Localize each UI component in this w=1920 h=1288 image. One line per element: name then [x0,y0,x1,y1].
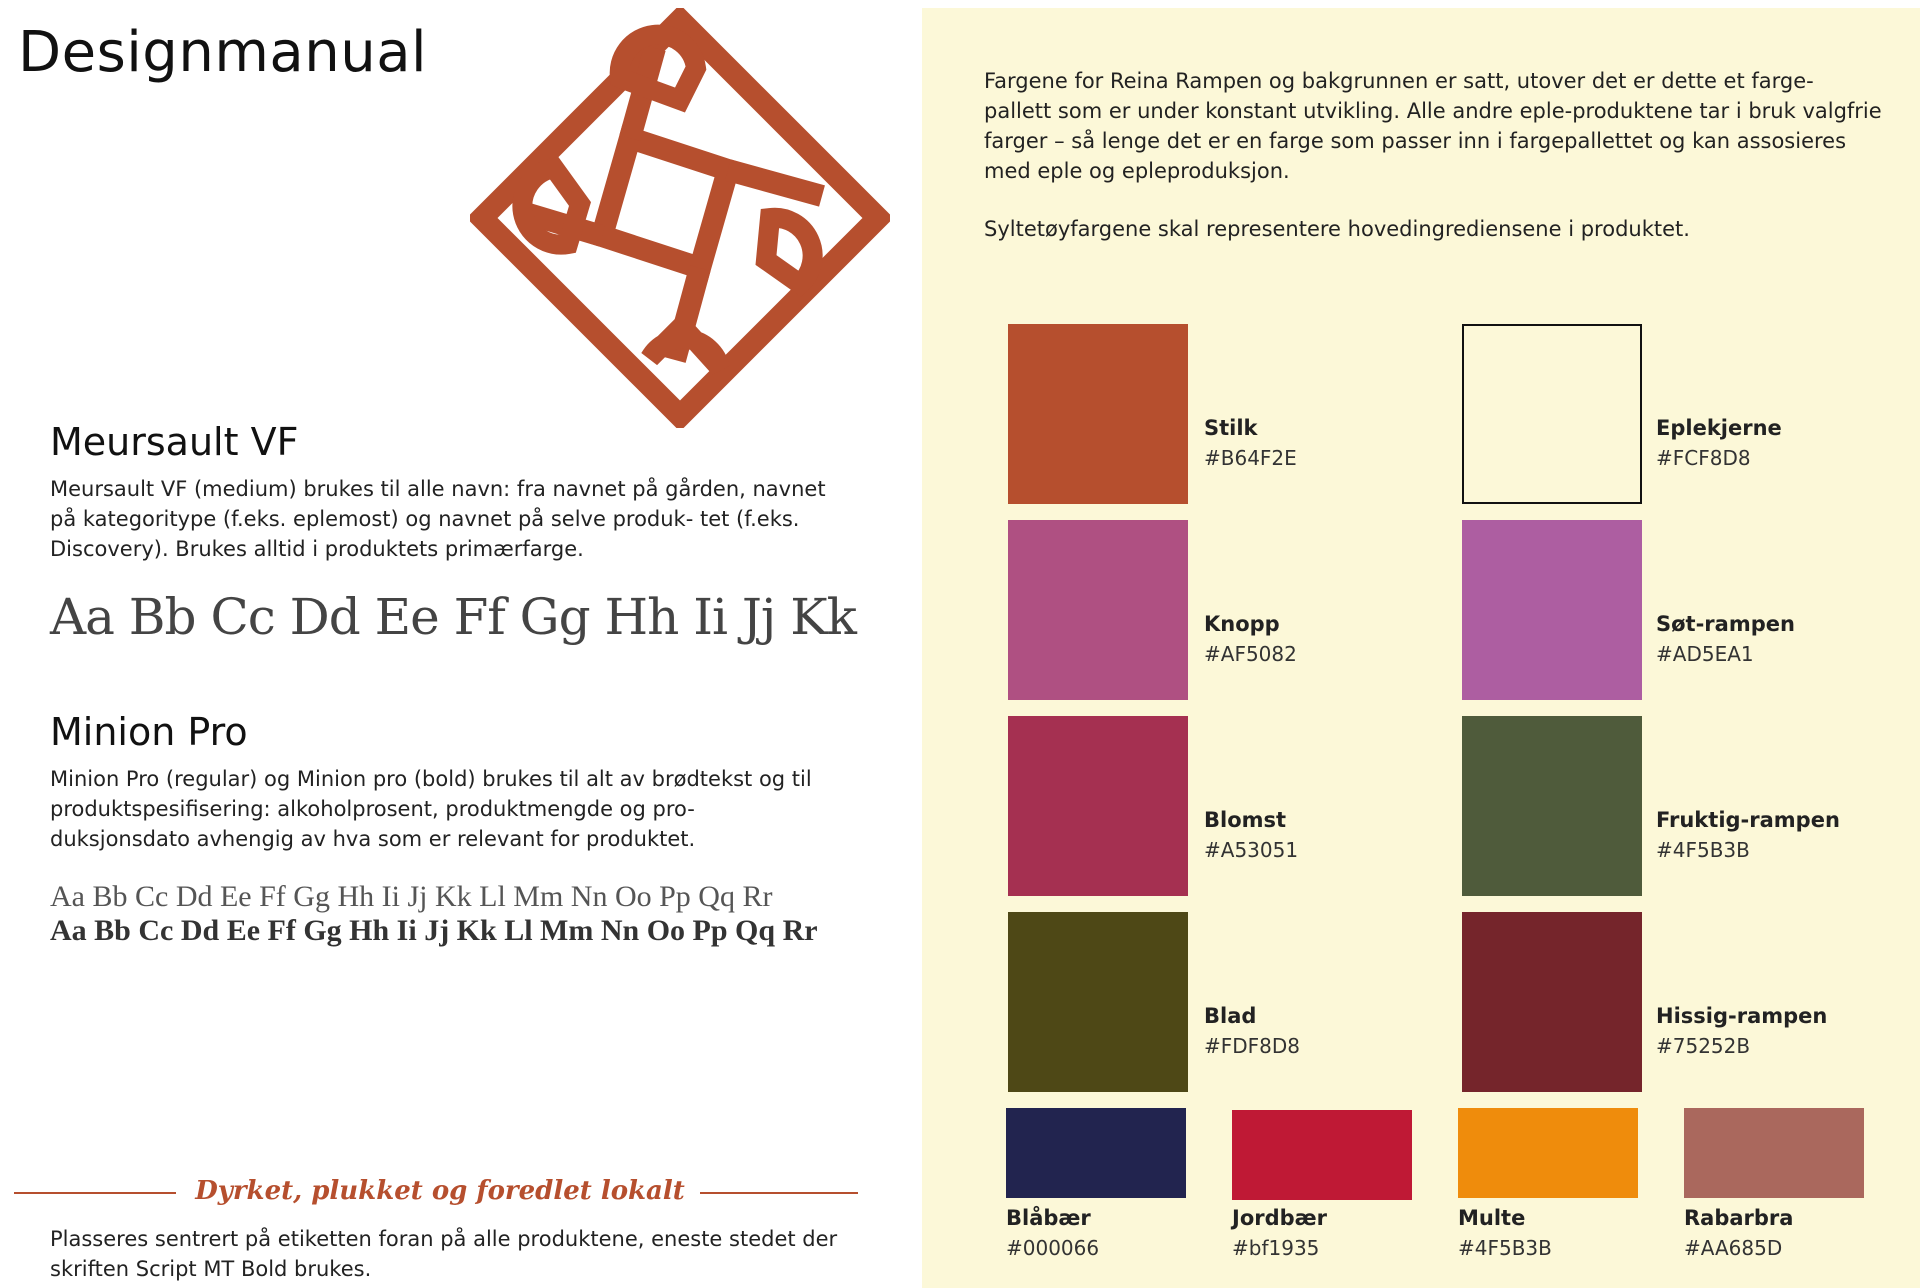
tagline-script: Dyrket, plukket og foredlet lokalt [195,1176,685,1206]
swatch-rabarbra [1684,1108,1864,1198]
color-name-blabaer: Blåbær [1006,1206,1091,1230]
tagline-description: Plasseres sentrert på etiketten foran på alle produktene, eneste stedet der skriften Script MT Bold brukes. [50,1227,838,1281]
color-hex-eplekjerne: #FCF8D8 [1656,446,1751,470]
color-name-knopp: Knopp [1204,612,1280,636]
color-name-blomst: Blomst [1204,808,1287,832]
color-name-multe: Multe [1458,1206,1526,1230]
font-description-meursault: Meursault VF (medium) brukes til alle navn: fra navnet på gården, navnet på kategoritype (f.eks. eplemost) og navnet på selve produk- tet (f.eks. Discovery). Brukes alltid i produktets primærfarge. [50,477,826,561]
swatch-blabaer [1006,1108,1186,1198]
color-hex-stilk: #B64F2E [1204,446,1297,470]
color-hex-sot-rampen: #AD5EA1 [1656,642,1754,666]
color-name-hissig-rampen: Hissig-rampen [1656,1004,1828,1028]
divider-left [14,1192,176,1194]
color-name-jordbaer: Jordbær [1232,1206,1328,1230]
font-sample-minion-regular: Aa Bb Cc Dd Ee Ff Gg Hh Ii Jj Kk Ll Mm Nn Oo Pp Qq Rr [50,880,773,913]
colors-intro-jam: Syltetøyfargene skal representere hovedingrediensene i produktet. [984,217,1690,241]
swatch-blomst [1008,716,1188,896]
diamond-monogram-logo-icon [470,8,890,428]
font-heading-meursault: Meursault VF [50,420,299,464]
page-title: Designmanual [18,20,428,85]
color-name-eplekjerne: Eplekjerne [1656,416,1782,440]
swatch-blad [1008,912,1188,1092]
left-page [0,0,920,1288]
font-sample-meursault: Aa Bb Cc Dd Ee Ff Gg Hh Ii Jj Kk [50,588,856,646]
swatch-eplekjerne [1462,324,1642,504]
color-name-rabarbra: Rabarbra [1684,1206,1794,1230]
font-sample-minion-bold: Aa Bb Cc Dd Ee Ff Gg Hh Ii Jj Kk Ll Mm Nn Oo Pp Qq Rr [50,914,818,947]
color-hex-multe: #4F5B3B [1458,1236,1552,1260]
color-hex-hissig-rampen: #75252B [1656,1034,1751,1058]
divider-right [700,1192,858,1194]
swatch-knopp [1008,520,1188,700]
color-hex-blabaer: #000066 [1006,1236,1100,1260]
swatch-hissig-rampen [1462,912,1642,1092]
color-hex-blad: #FDF8D8 [1204,1034,1301,1058]
color-name-blad: Blad [1204,1004,1257,1028]
color-hex-jordbaer: #bf1935 [1232,1236,1320,1260]
color-palette-page [922,8,1920,1288]
color-name-stilk: Stilk [1204,416,1258,440]
swatch-multe [1458,1108,1638,1198]
color-hex-blomst: #A53051 [1204,838,1299,862]
swatch-sot-rampen [1462,520,1642,700]
swatch-fruktig-rampen [1462,716,1642,896]
font-heading-minion: Minion Pro [50,710,248,754]
color-name-fruktig-rampen: Fruktig-rampen [1656,808,1840,832]
swatch-jordbaer [1232,1110,1412,1200]
color-name-sot-rampen: Søt-rampen [1656,612,1795,636]
colors-intro: Fargene for Reina Rampen og bakgrunnen er satt, utover det er dette et farge- pallett som er under konstant utvikling. Alle andre eple-produktene tar i bruk valgfrie farger – så lenge det er en farge som passer inn i fargepallettet og kan assosieres med eple og epleproduksjon. [984,69,1882,183]
swatch-stilk [1008,324,1188,504]
color-hex-knopp: #AF5082 [1204,642,1297,666]
color-hex-rabarbra: #AA685D [1684,1236,1783,1260]
color-hex-fruktig-rampen: #4F5B3B [1656,838,1750,862]
font-description-minion: Minion Pro (regular) og Minion pro (bold) brukes til alt av brødtekst og til produktspesifisering: alkoholprosent, produktmengde og pro- duksjonsdato avhengig av hva som er relevant for produktet. [50,767,812,851]
